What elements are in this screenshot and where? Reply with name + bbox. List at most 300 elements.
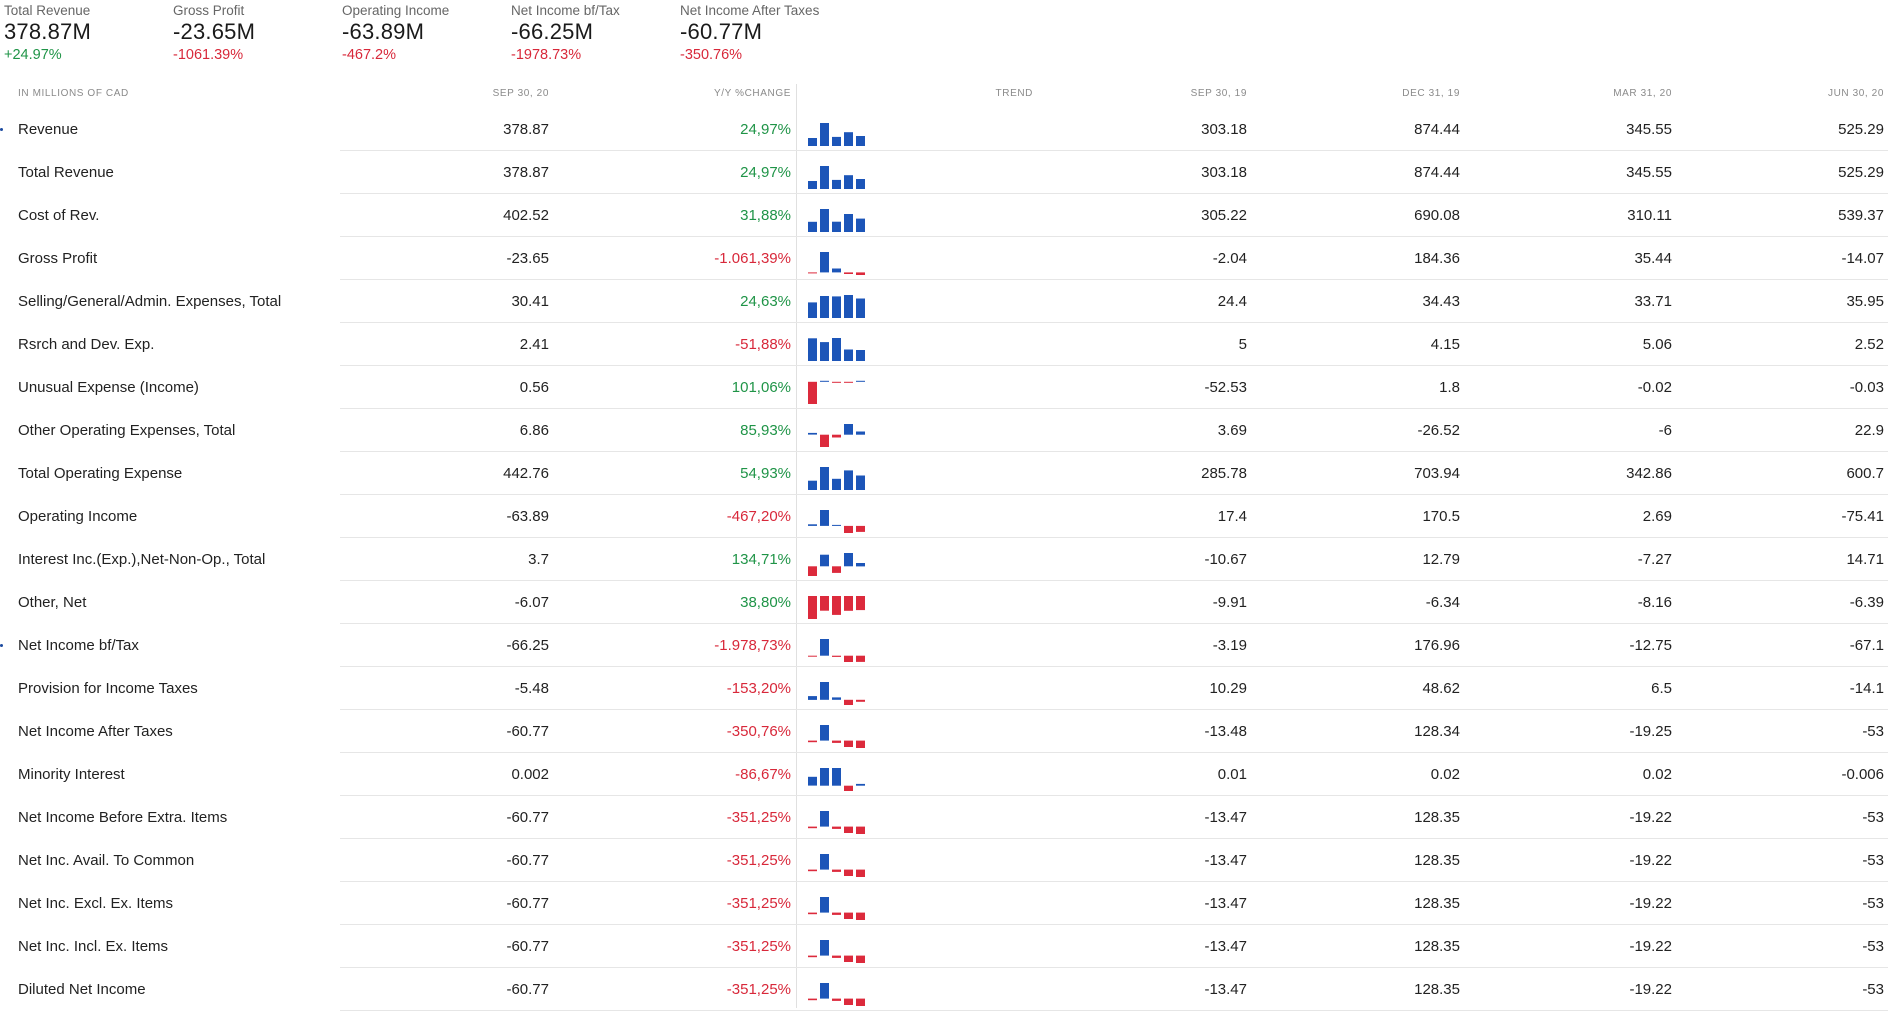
cell-current: -60.77 <box>506 723 549 740</box>
trend-bar <box>844 132 853 146</box>
cell-period-4: -0.03 <box>1849 379 1884 396</box>
cell-period-2: -26.52 <box>1417 422 1460 439</box>
trend-bar <box>844 700 853 705</box>
cell-current: 2.41 <box>519 336 549 353</box>
trend-bar <box>832 180 841 189</box>
cell-period-3: 6.5 <box>1651 680 1672 697</box>
trend-bar <box>820 725 829 741</box>
cell-period-4: -53 <box>1862 723 1884 740</box>
table-row[interactable] <box>0 280 1888 323</box>
trend-bar <box>832 768 841 786</box>
trend-bar <box>832 697 841 699</box>
table-row[interactable] <box>0 581 1888 624</box>
trend-bar <box>856 596 865 610</box>
cell-period-4: -53 <box>1862 938 1884 955</box>
cell-period-2: 176.96 <box>1414 637 1460 654</box>
cell-period-2: 128.35 <box>1414 809 1460 826</box>
row-label: Rsrch and Dev. Exp. <box>18 336 155 353</box>
trend-bar <box>808 999 817 1001</box>
cell-current: 378.87 <box>503 121 549 138</box>
cell-period-3: 2.69 <box>1642 508 1672 525</box>
cell-current: -23.65 <box>506 250 549 267</box>
summary-change: -1978.73% <box>511 47 582 63</box>
trend-sparkline <box>808 323 868 366</box>
trend-bar <box>832 913 841 915</box>
cell-period-3: 345.55 <box>1626 121 1672 138</box>
cell-period-2: 34.43 <box>1422 293 1460 310</box>
trend-bar <box>856 381 865 382</box>
cell-period-1: -9.91 <box>1212 594 1247 611</box>
trend-bar <box>808 596 817 619</box>
trend-bar <box>832 525 841 526</box>
trend-bar <box>820 467 829 490</box>
summary-value: 378.87M <box>4 19 92 44</box>
cell-current: -60.77 <box>506 938 549 955</box>
column-header-period-3[interactable]: MAR 31, 20 <box>1613 88 1672 99</box>
table-row[interactable] <box>0 323 1888 366</box>
trend-bar <box>808 272 817 273</box>
cell-yoy-change: 31,88% <box>740 207 791 224</box>
trend-sparkline <box>808 624 868 667</box>
row-label: Diluted Net Income <box>18 981 146 998</box>
cell-period-4: 35.95 <box>1846 293 1884 310</box>
trend-bar <box>820 252 829 272</box>
cell-current: 0.002 <box>511 766 549 783</box>
summary-label: Gross Profit <box>173 3 245 18</box>
summary-operating-income[interactable] <box>342 2 449 65</box>
cell-period-3: 35.44 <box>1634 250 1672 267</box>
trend-bar <box>844 175 853 189</box>
cell-period-4: -53 <box>1862 809 1884 826</box>
cell-period-3: -19.22 <box>1629 938 1672 955</box>
trend-sparkline <box>808 753 868 796</box>
trend-bar <box>820 897 829 913</box>
cell-period-2: 4.15 <box>1430 336 1460 353</box>
trend-sparkline <box>808 151 868 194</box>
trend-bar <box>820 510 829 526</box>
summary-change: +24.97% <box>4 47 62 63</box>
row-label: Provision for Income Taxes <box>18 680 198 697</box>
trend-bar <box>808 827 817 829</box>
cell-yoy-change: -351,25% <box>726 809 791 826</box>
column-header-change[interactable]: Y/Y %CHANGE <box>714 88 791 99</box>
trend-bar <box>820 940 829 956</box>
cell-period-4: -75.41 <box>1841 508 1884 525</box>
column-header-period-2[interactable]: DEC 31, 19 <box>1402 88 1460 99</box>
trend-bar <box>808 870 817 872</box>
cell-period-3: 33.71 <box>1634 293 1672 310</box>
summary-label: Total Revenue <box>4 3 91 18</box>
summary-label: Operating Income <box>342 3 450 18</box>
trend-sparkline <box>808 108 868 151</box>
cell-yoy-change: -467,20% <box>726 508 791 525</box>
cell-yoy-change: -1.061,39% <box>714 250 791 267</box>
row-label: Net Inc. Incl. Ex. Items <box>18 938 169 955</box>
table-row[interactable] <box>0 108 1888 151</box>
trend-bar <box>808 777 817 786</box>
cell-period-2: 12.79 <box>1422 551 1460 568</box>
trend-bar <box>844 786 853 791</box>
trend-bar <box>832 338 841 361</box>
table-row[interactable] <box>0 882 1888 925</box>
trend-bar <box>832 596 841 615</box>
trend-bar <box>820 166 829 189</box>
cell-period-1: 303.18 <box>1201 164 1247 181</box>
cell-period-1: -52.53 <box>1204 379 1247 396</box>
cell-period-1: -10.67 <box>1204 551 1247 568</box>
trend-bar <box>856 741 865 748</box>
cell-current: -60.77 <box>506 809 549 826</box>
trend-bar <box>844 827 853 833</box>
cell-current: 30.41 <box>511 293 549 310</box>
cell-yoy-change: 54,93% <box>740 465 791 482</box>
table-row[interactable] <box>0 194 1888 237</box>
cell-period-2: 690.08 <box>1414 207 1460 224</box>
cell-period-3: 0.02 <box>1642 766 1672 783</box>
cell-period-1: 5 <box>1238 336 1247 353</box>
trend-bar <box>820 768 829 786</box>
cell-current: -60.77 <box>506 895 549 912</box>
trend-sparkline <box>808 839 868 882</box>
trend-sparkline <box>808 194 868 237</box>
trend-bar <box>844 526 853 533</box>
trend-bar <box>820 811 829 827</box>
trend-sparkline <box>808 495 868 538</box>
cell-period-1: 0.01 <box>1217 766 1247 783</box>
cell-period-2: 0.02 <box>1430 766 1460 783</box>
trend-bar <box>820 123 829 146</box>
row-marker-dot <box>0 644 3 647</box>
trend-bar <box>844 382 853 383</box>
trend-bar <box>856 526 865 532</box>
summary-net-income-after-taxes[interactable] <box>680 2 819 65</box>
trend-sparkline <box>808 667 868 710</box>
trend-bar <box>808 656 817 657</box>
table-row[interactable] <box>0 452 1888 495</box>
trend-bar <box>856 219 865 232</box>
trend-bar <box>844 956 853 962</box>
table-row[interactable] <box>0 538 1888 581</box>
summary-change: -1061.39% <box>173 47 244 63</box>
cell-period-4: -53 <box>1862 981 1884 998</box>
cell-period-4: -6.39 <box>1849 594 1884 611</box>
trend-bar <box>844 214 853 232</box>
table-row[interactable] <box>0 495 1888 538</box>
cell-yoy-change: 24,63% <box>740 293 791 310</box>
column-header-current[interactable]: SEP 30, 20 <box>492 88 549 99</box>
trend-bar <box>820 639 829 656</box>
cell-yoy-change: 38,80% <box>740 594 791 611</box>
cell-yoy-change: -351,25% <box>726 938 791 955</box>
cell-yoy-change: -51,88% <box>735 336 791 353</box>
column-header-period-1[interactable]: SEP 30, 19 <box>1190 88 1247 99</box>
row-label: Gross Profit <box>18 250 98 267</box>
trend-sparkline <box>808 452 868 495</box>
cell-period-2: 874.44 <box>1414 164 1460 181</box>
table-row[interactable] <box>0 753 1888 796</box>
cell-current: -63.89 <box>506 508 549 525</box>
trend-bar <box>856 913 865 920</box>
cell-period-2: 128.35 <box>1414 981 1460 998</box>
trend-bar <box>820 596 829 611</box>
row-marker-dot <box>0 128 3 131</box>
trend-bar <box>832 999 841 1001</box>
cell-period-3: -6 <box>1658 422 1672 439</box>
trend-bar <box>832 222 841 232</box>
trend-bar <box>844 596 853 611</box>
trend-bar <box>820 296 829 318</box>
trend-bar <box>856 272 865 275</box>
cell-period-3: -19.22 <box>1629 981 1672 998</box>
trend-bar <box>832 269 841 273</box>
summary-change: -350.76% <box>680 47 743 63</box>
table-row[interactable] <box>0 409 1888 452</box>
trend-bar <box>856 956 865 963</box>
trend-bar <box>808 741 817 743</box>
trend-bar <box>808 338 817 361</box>
trend-bar <box>832 382 841 383</box>
cell-period-3: -19.22 <box>1629 852 1672 869</box>
trend-bar <box>808 524 817 526</box>
cell-period-2: 874.44 <box>1414 121 1460 138</box>
trend-bar <box>808 696 817 700</box>
cell-period-1: -13.48 <box>1204 723 1247 740</box>
trend-bar <box>856 476 865 491</box>
row-label: Cost of Rev. <box>18 207 100 224</box>
cell-period-1: -13.47 <box>1204 895 1247 912</box>
trend-bar <box>856 350 865 361</box>
trend-bar <box>820 381 829 382</box>
cell-period-1: 3.69 <box>1217 422 1247 439</box>
cell-period-4: -14.07 <box>1841 250 1884 267</box>
trend-bar <box>808 302 817 318</box>
cell-period-2: 48.62 <box>1422 680 1460 697</box>
trend-bar <box>844 553 853 566</box>
cell-period-4: 22.9 <box>1854 422 1884 439</box>
cell-period-1: 303.18 <box>1201 121 1247 138</box>
trend-bar <box>832 827 841 829</box>
row-label: Other Operating Expenses, Total <box>18 422 236 439</box>
trend-bar <box>820 682 829 700</box>
cell-period-4: -53 <box>1862 852 1884 869</box>
summary-total-revenue[interactable] <box>4 2 91 65</box>
trend-bar <box>844 272 853 274</box>
cell-current: -60.77 <box>506 852 549 869</box>
cell-yoy-change: -351,25% <box>726 852 791 869</box>
cell-period-2: 1.8 <box>1439 379 1460 396</box>
cell-period-1: -2.04 <box>1212 250 1247 267</box>
summary-value: -63.89M <box>342 19 425 44</box>
cell-period-2: -6.34 <box>1425 594 1460 611</box>
trend-bar <box>856 136 865 146</box>
cell-yoy-change: 24,97% <box>740 121 791 138</box>
cell-period-1: 305.22 <box>1201 207 1247 224</box>
trend-bar <box>856 656 865 662</box>
row-label: Net Income Before Extra. Items <box>18 809 228 826</box>
cell-period-3: -19.22 <box>1629 809 1672 826</box>
cell-yoy-change: 85,93% <box>740 422 791 439</box>
summary-gross-profit[interactable] <box>173 2 255 65</box>
table-row[interactable] <box>0 667 1888 710</box>
trend-bar <box>808 138 817 146</box>
table-row[interactable] <box>0 839 1888 882</box>
trend-bar <box>832 956 841 958</box>
cell-yoy-change: -86,67% <box>735 766 791 783</box>
table-row[interactable] <box>0 710 1888 753</box>
summary-strip <box>0 0 1888 66</box>
summary-value: -60.77M <box>680 19 763 44</box>
trend-bar <box>844 741 853 747</box>
trend-sparkline <box>808 538 868 581</box>
table-row[interactable] <box>0 151 1888 194</box>
cell-period-1: -13.47 <box>1204 852 1247 869</box>
cell-period-2: 170.5 <box>1422 508 1460 525</box>
trend-bar <box>808 382 817 404</box>
trend-bar <box>856 827 865 834</box>
cell-period-4: 14.71 <box>1846 551 1884 568</box>
cell-yoy-change: 134,71% <box>731 551 791 568</box>
cell-period-3: 342.86 <box>1626 465 1672 482</box>
row-label: Net Income After Taxes <box>18 723 173 740</box>
row-label: Net Inc. Excl. Ex. Items <box>18 895 174 912</box>
row-label: Other, Net <box>18 594 87 611</box>
trend-bar <box>856 563 865 566</box>
column-header-trend: TREND <box>995 88 1033 99</box>
cell-yoy-change: -350,76% <box>726 723 791 740</box>
trend-sparkline <box>808 925 868 968</box>
trend-bar <box>808 956 817 958</box>
summary-label: Net Income bf/Tax <box>511 3 620 18</box>
summary-change: -467.2% <box>342 47 397 63</box>
cell-period-4: -0.006 <box>1841 766 1884 783</box>
cell-current: -6.07 <box>514 594 549 611</box>
summary-net-income-bf-tax[interactable] <box>511 2 620 65</box>
cell-yoy-change: -153,20% <box>726 680 791 697</box>
cell-period-2: 128.35 <box>1414 895 1460 912</box>
cell-yoy-change: 24,97% <box>740 164 791 181</box>
trend-sparkline <box>808 581 868 624</box>
trend-bar <box>808 222 817 232</box>
trend-sparkline <box>808 280 868 323</box>
table-row[interactable] <box>0 968 1888 1011</box>
trend-sparkline <box>808 366 868 409</box>
row-label: Operating Income <box>18 508 138 525</box>
cell-current: 6.86 <box>519 422 549 439</box>
cell-current: -60.77 <box>506 981 549 998</box>
cell-current: -66.25 <box>506 637 549 654</box>
trend-bar <box>844 470 853 490</box>
cell-period-3: -0.02 <box>1637 379 1672 396</box>
trend-bar <box>844 656 853 662</box>
cell-period-2: 703.94 <box>1414 465 1460 482</box>
trend-bar <box>856 870 865 877</box>
trend-sparkline <box>808 968 868 1011</box>
trend-bar <box>832 870 841 872</box>
table-row[interactable] <box>0 796 1888 839</box>
trend-bar <box>820 209 829 232</box>
trend-bar <box>856 299 865 319</box>
summary-value: -23.65M <box>173 19 256 44</box>
trend-bar <box>832 741 841 743</box>
cell-yoy-change: -351,25% <box>726 895 791 912</box>
row-label: Total Operating Expense <box>18 465 183 482</box>
cell-period-1: 17.4 <box>1217 508 1247 525</box>
row-label: Selling/General/Admin. Expenses, Total <box>18 293 282 310</box>
trend-sparkline <box>808 237 868 280</box>
trend-bar <box>808 181 817 189</box>
cell-period-3: -12.75 <box>1629 637 1672 654</box>
trend-bar <box>808 433 817 435</box>
cell-period-3: -19.25 <box>1629 723 1672 740</box>
cell-period-4: 539.37 <box>1838 207 1884 224</box>
trend-bar <box>832 137 841 146</box>
cell-period-3: 310.11 <box>1627 207 1672 224</box>
cell-period-2: 184.36 <box>1414 250 1460 267</box>
trend-bar <box>856 999 865 1006</box>
trend-bar <box>832 479 841 490</box>
trend-sparkline <box>808 409 868 452</box>
cell-current: 3.7 <box>528 551 549 568</box>
table-row[interactable] <box>0 366 1888 409</box>
summary-value: -66.25M <box>511 19 594 44</box>
cell-period-4: 525.29 <box>1838 164 1884 181</box>
trend-sparkline <box>808 882 868 925</box>
cell-current: -5.48 <box>514 680 549 697</box>
trend-bar <box>820 435 829 447</box>
trend-bar <box>844 870 853 876</box>
cell-yoy-change: 101,06% <box>731 379 791 396</box>
row-label: Revenue <box>18 121 79 138</box>
cell-period-1: 285.78 <box>1201 465 1247 482</box>
cell-period-4: -53 <box>1862 895 1884 912</box>
column-header-period-4[interactable]: JUN 30, 20 <box>1827 88 1884 99</box>
cell-period-2: 128.35 <box>1414 938 1460 955</box>
trend-sparkline <box>808 796 868 839</box>
row-label: Net Inc. Avail. To Common <box>18 852 195 869</box>
cell-period-3: -7.27 <box>1637 551 1672 568</box>
trend-bar <box>808 913 817 915</box>
row-label: Minority Interest <box>18 766 125 783</box>
table-header <box>0 84 1888 108</box>
trend-sparkline <box>808 710 868 753</box>
trend-bar <box>856 432 865 435</box>
cell-current: 402.52 <box>503 207 549 224</box>
cell-period-1: 24.4 <box>1217 293 1247 310</box>
trend-bar <box>820 342 829 361</box>
row-label: Net Income bf/Tax <box>18 637 139 654</box>
trend-bar <box>832 656 841 657</box>
trend-bar <box>832 296 841 318</box>
trend-bar <box>844 295 853 318</box>
summary-label: Net Income After Taxes <box>680 3 820 18</box>
cell-period-4: 2.52 <box>1854 336 1884 353</box>
trend-bar <box>832 435 841 438</box>
table-row[interactable] <box>0 925 1888 968</box>
table-row[interactable] <box>0 624 1888 667</box>
cell-period-2: 128.35 <box>1414 852 1460 869</box>
cell-period-2: 128.34 <box>1414 723 1460 740</box>
trend-bar <box>844 999 853 1005</box>
trend-bar <box>808 566 817 576</box>
row-label: Unusual Expense (Income) <box>18 379 199 396</box>
cell-period-3: -8.16 <box>1637 594 1672 611</box>
cell-current: 0.56 <box>519 379 549 396</box>
cell-period-3: 345.55 <box>1626 164 1672 181</box>
table-row[interactable] <box>0 237 1888 280</box>
trend-bar <box>844 424 853 435</box>
trend-bar <box>820 854 829 870</box>
cell-period-1: -13.47 <box>1204 938 1247 955</box>
